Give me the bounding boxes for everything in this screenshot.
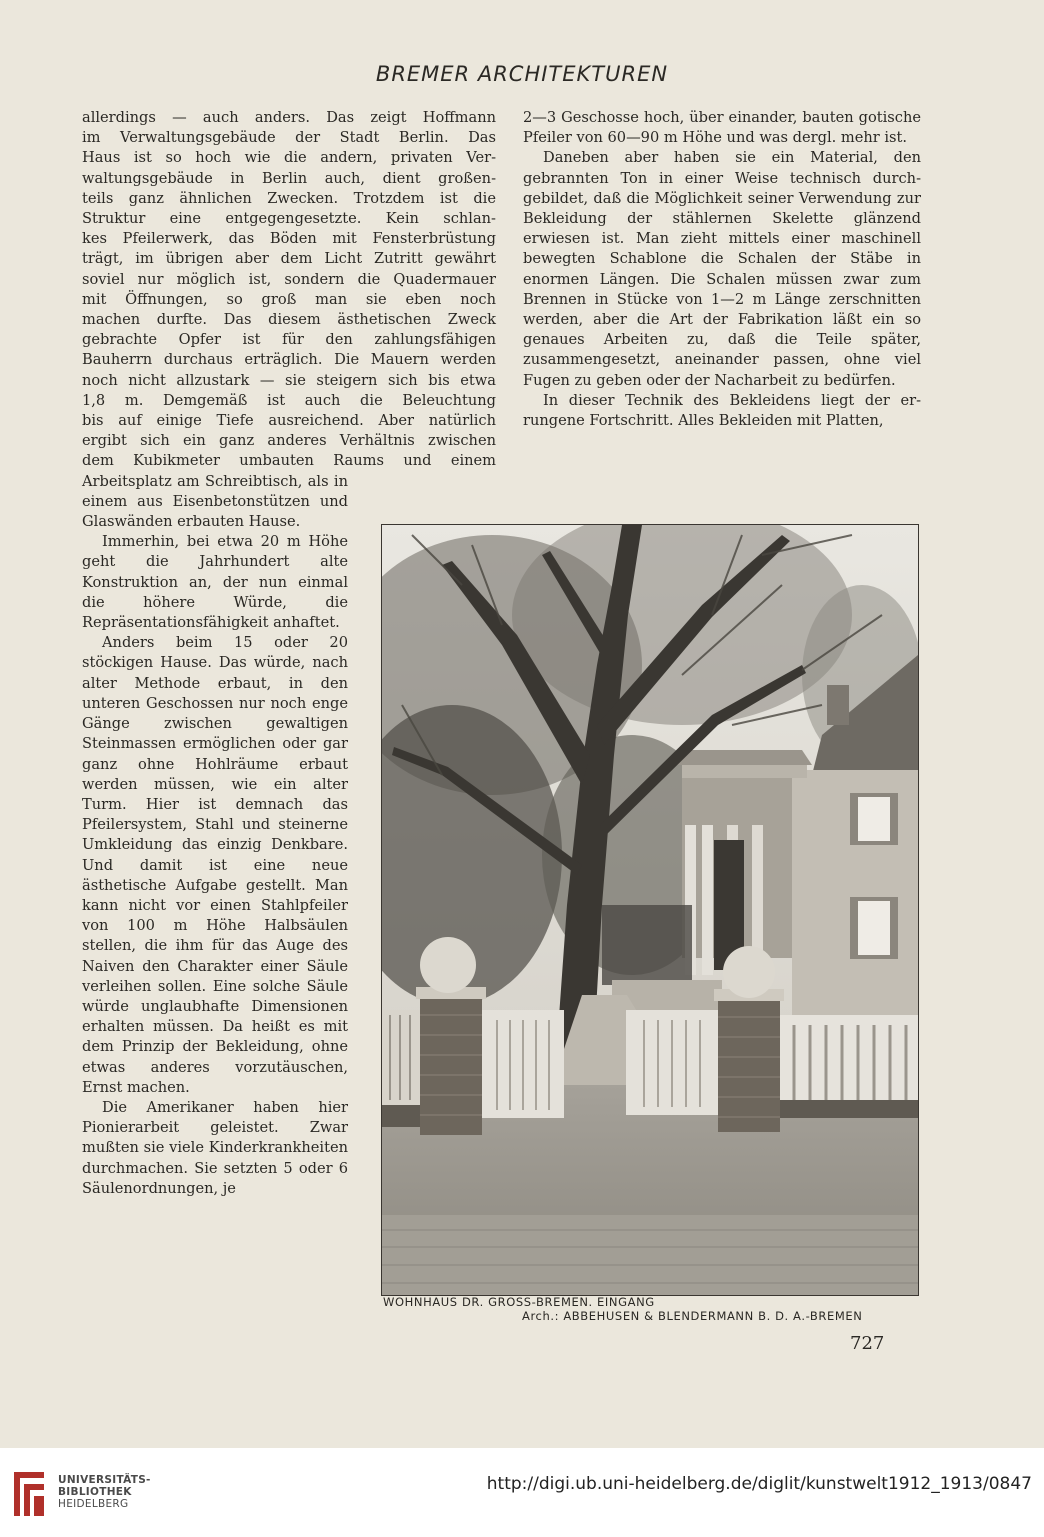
text-line: kes Pfeilerwerk, das Böden mit Fensterbrüstung (82, 230, 496, 248)
house-entrance-photo (381, 524, 919, 1296)
page-number: 727 (850, 1333, 885, 1354)
paragraph: In dieser Technik des Bekleidens liegt der errungene Fortschritt. Alles Bekleiden mit Platten, (523, 391, 921, 430)
source-url-link[interactable]: http://digi.ub.uni-heidelberg.de/diglit/kunstwelt1912_1913/0847 (486, 1474, 1032, 1494)
library-line: BIBLIOTHEK (58, 1486, 132, 1498)
paragraph: Die Amerikaner haben hier Pionierarbeit geleistet. Zwar mußten sie viele Kinderkrankheiten durchmachen. Sie setzten 5 oder 6 Säulenordnungen, je (82, 1098, 348, 1197)
text-line: dem Kubikmeter umbauten Raums und einem (82, 452, 496, 470)
library-line: HEIDELBERG (58, 1498, 129, 1510)
paragraph: 2—3 Geschosse hoch, über einander, bauten gotische Pfeiler von 60—90 m Höhe und was dergl. mehr ist. (523, 109, 921, 147)
text-line: waltungsgebäude in Berlin auch, dient großen- (82, 169, 496, 187)
text-line: Haus ist so hoch wie die andern, privaten Ver- (82, 149, 496, 167)
wide-lines (82, 108, 496, 472)
running-head: BREMER ARCHITEKTUREN (375, 62, 669, 86)
left-text-column (82, 108, 496, 1199)
library-line: UNIVERSITÄTS- (58, 1474, 151, 1486)
library-logo-icon (10, 1468, 48, 1520)
library-name (58, 1474, 151, 1510)
figure-caption-credit: Arch.: ABBEHUSEN & BLENDERMANN B. D. A.-BREMEN (522, 1309, 863, 1323)
text-line: ergibt sich ein ganz anderes Verhältnis zwischen (82, 432, 496, 450)
paragraph: Immerhin, bei etwa 20 m Höhe geht die Jahrhundert alte Konstruktion an, der nun einmal die höhere Würde, die Repräsentationsfähigkeit anhaftet. (82, 533, 348, 632)
text-line: mit Öffnungen, so groß man sie eben noch (82, 290, 496, 308)
paragraph: Daneben aber haben sie ein Material, den gebrannten Ton in einer Weise technisch durchgebildet, daß die Möglichkeit seiner Verwendung zur Bekleidung der stählernen Skelette glänzend erwiesen ist. Man zieht mittels einer maschinell bewegten Schablone die Schalen der Stäbe in enormen Längen. Die Schalen müssen zwar zum Brennen in Stücke von 1—2 m Länge zerschnitten werden, aber die Art der Fabrikation läßt ein so genaues Arbeiten zu, daß die Teile später, zusammengesetzt, aneinander passen, ohne viel Fugen zu geben oder der Nacharbeit zu bedürfen. (523, 149, 921, 389)
paragraph: Arbeitsplatz am Schreibtisch, als in einem aus Eisenbetonstützen und Glaswänden erbauten Hause. (82, 472, 348, 531)
text-line: machen durfte. Das diesem ästhetischen Zweck (82, 311, 496, 329)
paragraph: Anders beim 15 oder 20 stöckigen Hause. Das würde, nach alter Methode erbaut, in den unteren Geschossen nur noch enge Gänge zwischen gewaltigen Steinmassen ermöglichen oder gar ganz ohne Hohlräume erbaut werden müssen, wie ein alter Turm. Hier ist demnach das Pfeilersystem, Stahl und steinerne Umkleidung das einzig Denkbare. Und damit ist eine neue ästhetische Aufgabe gestellt. Man kann nicht vor einen Stahlpfeiler von 100 m Höhe Halbsäulen stellen, die ihm für das Auge des Naiven den Charakter einer Säule verleihen sollen. Eine solche Säule würde unglaubhafte Dimensionen erhalten müssen. Da heißt es mit dem Prinzip der Bekleidung, ohne etwas anderes vorzutäuschen, Ernst machen. (82, 634, 348, 1096)
photo-illustration (382, 525, 918, 1295)
text-line: Struktur eine entgegengesetzte. Kein schlan- (82, 210, 496, 228)
text-line: Bauherrn durchaus erträglich. Die Mauern werden (82, 351, 496, 369)
text-line: soviel nur möglich ist, sondern die Quadermauer (82, 270, 496, 288)
text-line: teils ganz ähnlichen Zwecken. Trotzdem ist die (82, 189, 496, 207)
text-line: gebrachte Opfer ist für den zahlungsfähigen (82, 331, 496, 349)
figure-caption-title: WOHNHAUS DR. GROSS-BREMEN. EINGANG (383, 1295, 655, 1309)
right-text-column (523, 108, 921, 431)
text-line: trägt, im übrigen aber dem Licht Zutritt gewährt (82, 250, 496, 268)
text-line: 1,8 m. Demgemäß ist auch die Beleuchtung (82, 391, 496, 409)
text-line: allerdings — auch anders. Das zeigt Hoffmann (82, 109, 496, 126)
text-line: noch nicht allzustark — sie steigern sich bis etwa (82, 371, 496, 389)
text-line: im Verwaltungsgebäude der Stadt Berlin. Das (82, 129, 496, 147)
text-line: bis auf einige Tiefe ausreichend. Aber natürlich (82, 412, 496, 430)
